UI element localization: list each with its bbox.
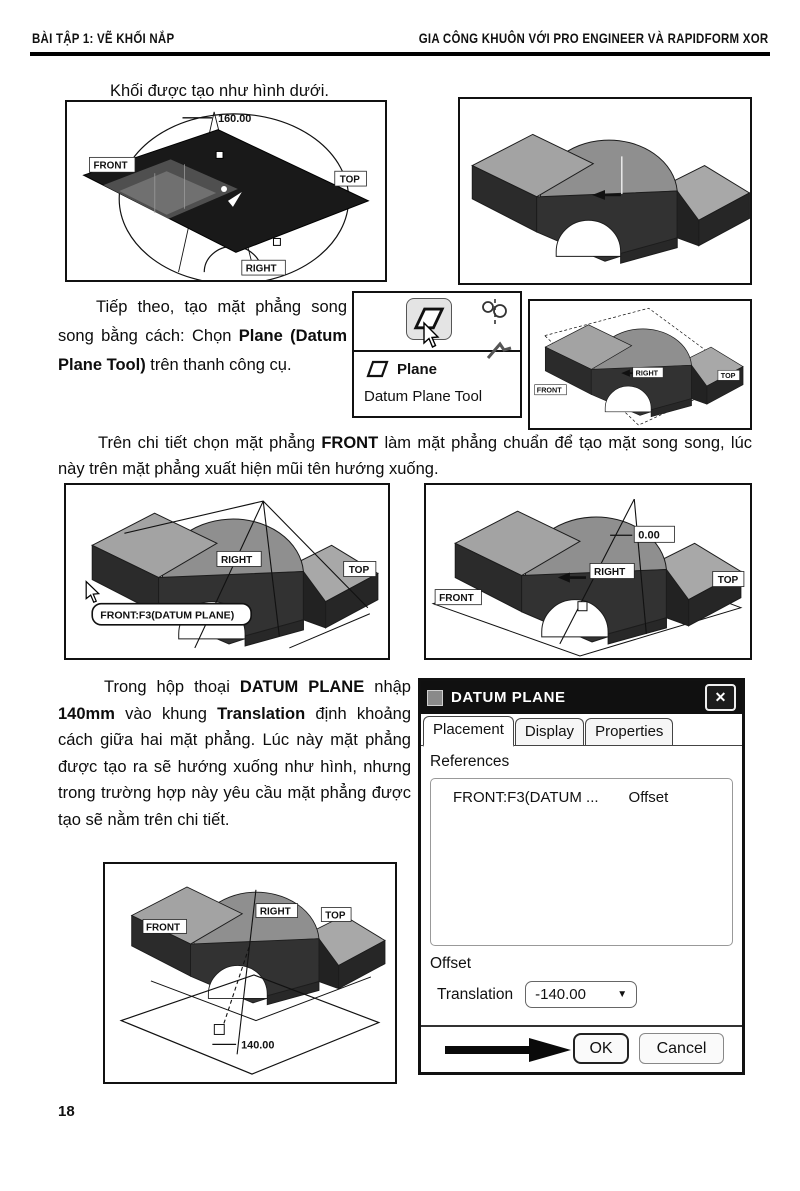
tab-display[interactable]: Display [515, 718, 584, 745]
header-rule [30, 52, 770, 56]
text-run: Tiếp theo, tạo mặt phẳng song song bằng cách: Chọn [58, 298, 347, 345]
translation-row [437, 981, 637, 1008]
dialog-title: DATUM PLANE [451, 689, 566, 706]
text-run-bold: 140mm [58, 704, 115, 723]
reference-type: Offset [628, 789, 669, 806]
tab-placement[interactable]: Placement [423, 716, 514, 747]
top-label: TOP [348, 565, 370, 577]
plane-label: Plane [397, 360, 438, 378]
close-icon[interactable]: ✕ [705, 684, 736, 711]
references-list[interactable] [430, 778, 733, 946]
ok-button[interactable]: OK [573, 1033, 629, 1064]
right-label: RIGHT [245, 263, 277, 275]
handle-point [221, 186, 227, 192]
header-right-title: GIA CÔNG KHUÔN VỚI PRO ENGINEER VÀ RAPIDFORM XOR [418, 30, 768, 46]
tooltip-panel [354, 352, 520, 412]
dialog-tab-bar [421, 714, 742, 746]
drag-handle[interactable] [214, 1025, 224, 1035]
text-run: vào khung [114, 704, 218, 723]
front-label: FRONT [93, 160, 128, 172]
datum-axis-icon [480, 299, 510, 325]
paragraph-intro: Khối được tạo như hình dưới. [110, 82, 329, 100]
text-run-bold: Plane (Datum Plane Tool) [58, 327, 347, 374]
right-label: RIGHT [259, 906, 291, 918]
dimension-160: 160.00 [218, 112, 252, 125]
dialog-footer [421, 1025, 742, 1072]
tab-properties[interactable]: Properties [585, 718, 673, 745]
paragraph-plane-tool [58, 293, 347, 380]
text-run: Trong hộp thoại [104, 678, 240, 696]
top-label: TOP [339, 174, 360, 186]
cancel-button[interactable]: Cancel [639, 1033, 724, 1064]
dialog-titlebar [421, 681, 742, 714]
cursor-icon [86, 582, 99, 603]
window-icon [427, 690, 443, 706]
reference-name: FRONT:F3(DATUM ... [453, 789, 599, 806]
reference-row[interactable] [431, 779, 732, 806]
page-number: 18 [58, 1103, 75, 1120]
figure-shaded-model [458, 97, 752, 285]
figure-front-selected-model [64, 483, 390, 660]
plane-icon [366, 360, 390, 378]
drag-handle[interactable] [578, 602, 587, 611]
toolbar-screenshot [352, 291, 522, 418]
text-run: nhập [364, 678, 411, 696]
paragraph-front-selection [58, 430, 752, 482]
right-label: RIGHT [635, 368, 659, 378]
chevron-down-icon: ▼ [617, 989, 628, 1000]
right-label: RIGHT [220, 554, 253, 566]
text-run: định khoảng cách giữa hai mặt phẳng. Lúc này mặt phẳng được tạo ra sẽ hướng xuống như hình, nhưng trong trường hợp này yêu cầu mặt phẳng được tạo sẽ nằm trên chi tiết. [58, 704, 411, 829]
top-label: TOP [717, 575, 739, 587]
cursor-icon [422, 323, 444, 353]
figure-datum-plane-result [103, 862, 397, 1084]
right-label: RIGHT [594, 567, 626, 579]
translation-label: Translation [437, 985, 514, 1003]
top-label: TOP [720, 371, 736, 381]
text-run: Trên chi tiết chọn mặt phẳng [98, 434, 322, 452]
references-label: References [430, 753, 510, 770]
text-run: làm mặt phẳng chuẩn để tạo mặt song song, lúc này trên mặt phẳng xuất hiện mũi tên hướng xuống. [58, 434, 753, 478]
datum-plane-dialog [418, 678, 745, 1075]
figure-toolbar-model [528, 299, 752, 430]
paragraph-datum-dialog [58, 674, 411, 833]
text-run-bold: DATUM PLANE [239, 678, 365, 696]
top-label: TOP [325, 910, 346, 922]
text-run-bold: Translation [217, 704, 306, 723]
datum-plane-tool-tooltip: Datum Plane Tool [364, 388, 483, 405]
header-left-title: BÀI TẬP 1: VẼ KHỐI NẮP [32, 30, 175, 46]
front-label: FRONT [536, 385, 562, 395]
text-run: trên thanh công cụ. [145, 356, 292, 374]
translation-value: -140.00 [535, 986, 586, 1003]
translation-combobox[interactable] [525, 981, 637, 1008]
dimension-140: 140.00 [241, 1039, 275, 1052]
offset-label: Offset [430, 955, 472, 972]
figure-wireframe-block [65, 100, 387, 282]
figure-offset-preview-model [424, 483, 752, 660]
pointer-arrow-icon [429, 1037, 575, 1063]
text-run-bold: FRONT [321, 434, 379, 452]
dimension-0: 0.00 [638, 529, 660, 542]
datum-plane-tooltip: FRONT:F3(DATUM PLANE) [100, 609, 235, 622]
front-label: FRONT [145, 922, 181, 934]
front-label: FRONT [439, 593, 474, 605]
toolbar-row [354, 293, 520, 352]
